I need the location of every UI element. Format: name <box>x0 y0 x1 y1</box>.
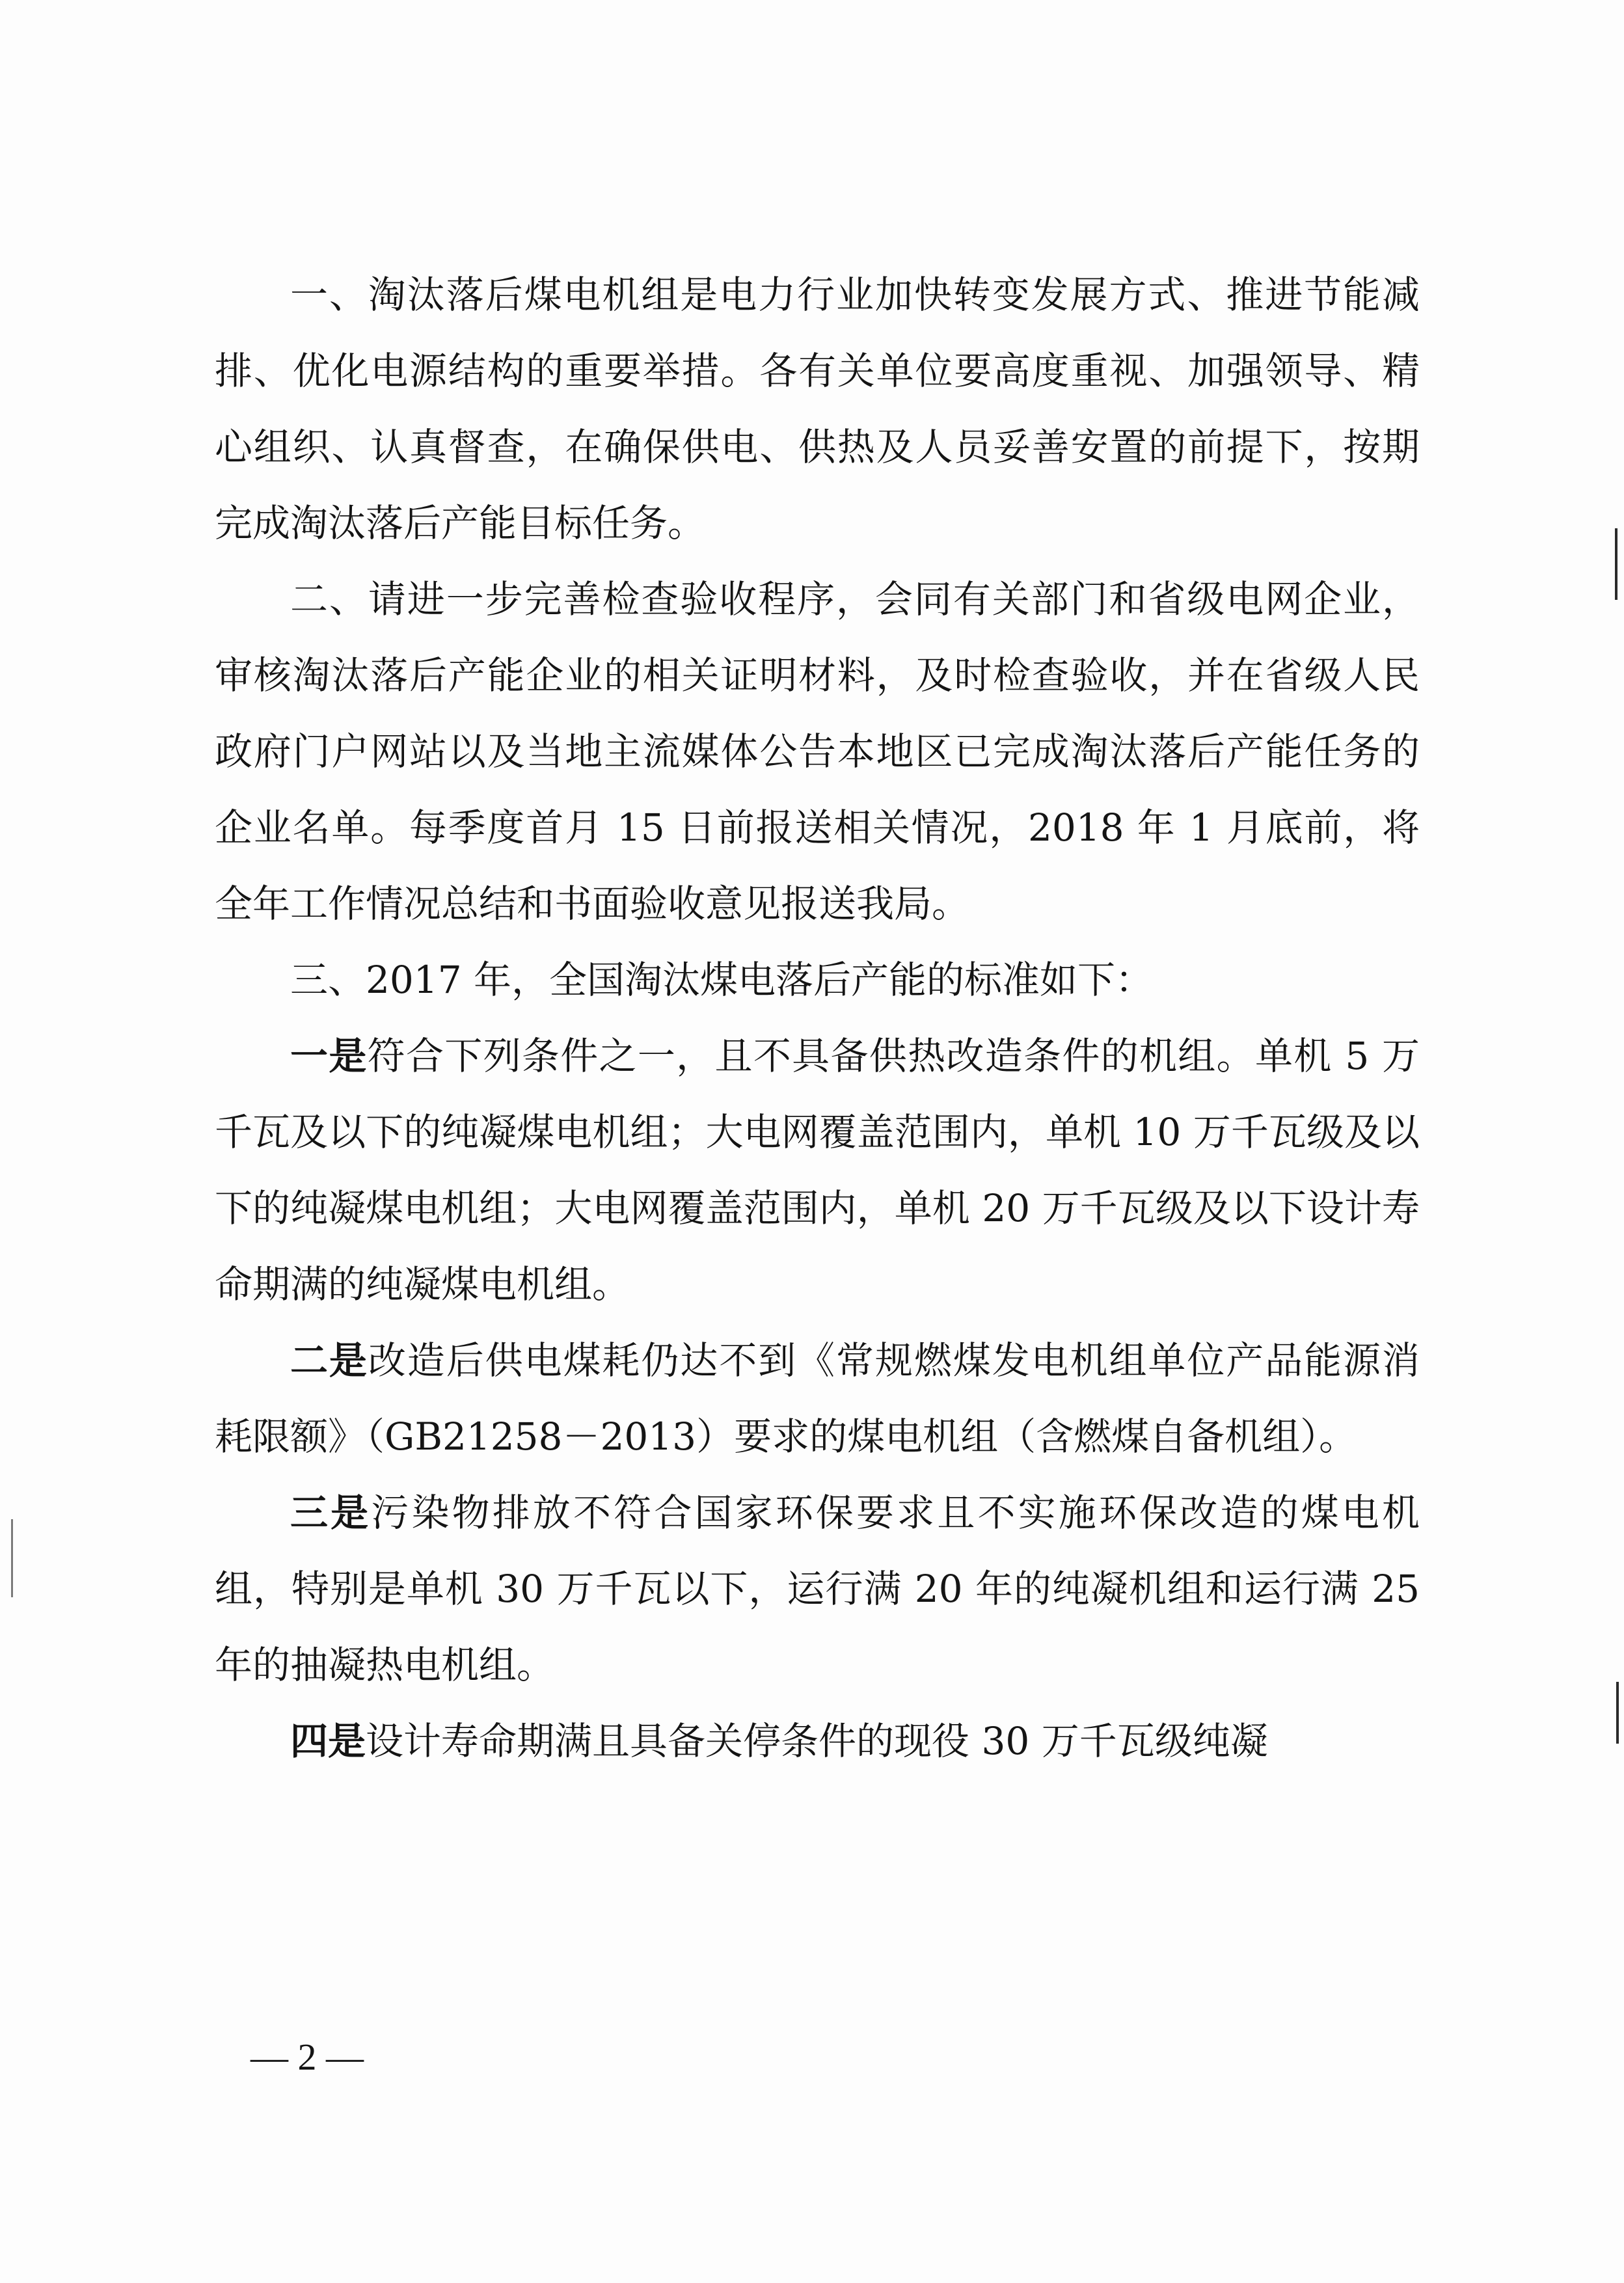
paragraph-text: 三、2017 年，全国淘汰煤电落后产能的标准如下： <box>290 958 1154 1002</box>
paragraph-text: 改造后供电煤耗仍达不到《常规燃煤发电机组单位产品能源消耗限额》（GB21258－2013）要求的煤电机组（含燃煤自备机组）。 <box>215 1338 1420 1459</box>
paragraph-lead: 四是 <box>290 1719 366 1763</box>
paragraph-3 <box>215 942 1420 1018</box>
paragraph-lead: 二是 <box>290 1338 368 1383</box>
paragraph-text: 二、请进一步完善检查验收程序，会同有关部门和省级电网企业，审核淘汰落后产能企业的相关证明材料，及时检查验收，并在省级人民政府门户网站以及当地主流媒体公告本地区已完成淘汰落后产能任务的企业名单。每季度首月 15 日前报送相关情况，2018 年 1 月底前，将全年工作情况总结和书面验收意见报送我局。 <box>215 577 1420 926</box>
paragraph-5 <box>215 1323 1420 1475</box>
paragraph-text: 污染物排放不符合国家环保要求且不实施环保改造的煤电机组，特别是单机 30 万千瓦以下，运行满 20 年的纯凝机组和运行满 25 年的抽凝热电机组。 <box>215 1491 1420 1687</box>
document-body <box>215 257 1420 1779</box>
paragraph-2 <box>215 561 1420 942</box>
paragraph-lead: 一是 <box>290 1034 368 1078</box>
scan-edge-mark <box>1615 528 1617 600</box>
paragraph-text: 符合下列条件之一，且不具备供热改造条件的机组。单机 5 万千瓦及以下的纯凝煤电机组；大电网覆盖范围内，单机 10 万千瓦级及以下的纯凝煤电机组；大电网覆盖范围内，单机 20 万千瓦级及以下设计寿命期满的纯凝煤电机组。 <box>215 1034 1420 1306</box>
scan-edge-mark <box>11 1519 13 1597</box>
paragraph-1 <box>215 257 1420 561</box>
paragraph-4 <box>215 1018 1420 1323</box>
scan-edge-mark <box>1616 1682 1619 1744</box>
paragraph-7 <box>215 1703 1420 1779</box>
paragraph-6 <box>215 1475 1420 1703</box>
paragraph-text: 设计寿命期满且具备关停条件的现役 30 万千瓦级纯凝 <box>366 1719 1268 1763</box>
paragraph-lead: 三是 <box>290 1491 372 1535</box>
paragraph-text: 一、淘汰落后煤电机组是电力行业加快转变发展方式、推进节能减排、优化电源结构的重要举措。各有关单位要高度重视、加强领导、精心组织、认真督查，在确保供电、供热及人员妥善安置的前提下，按期完成淘汰落后产能目标任务。 <box>215 273 1420 545</box>
page-number: — 2 — <box>250 2036 364 2078</box>
